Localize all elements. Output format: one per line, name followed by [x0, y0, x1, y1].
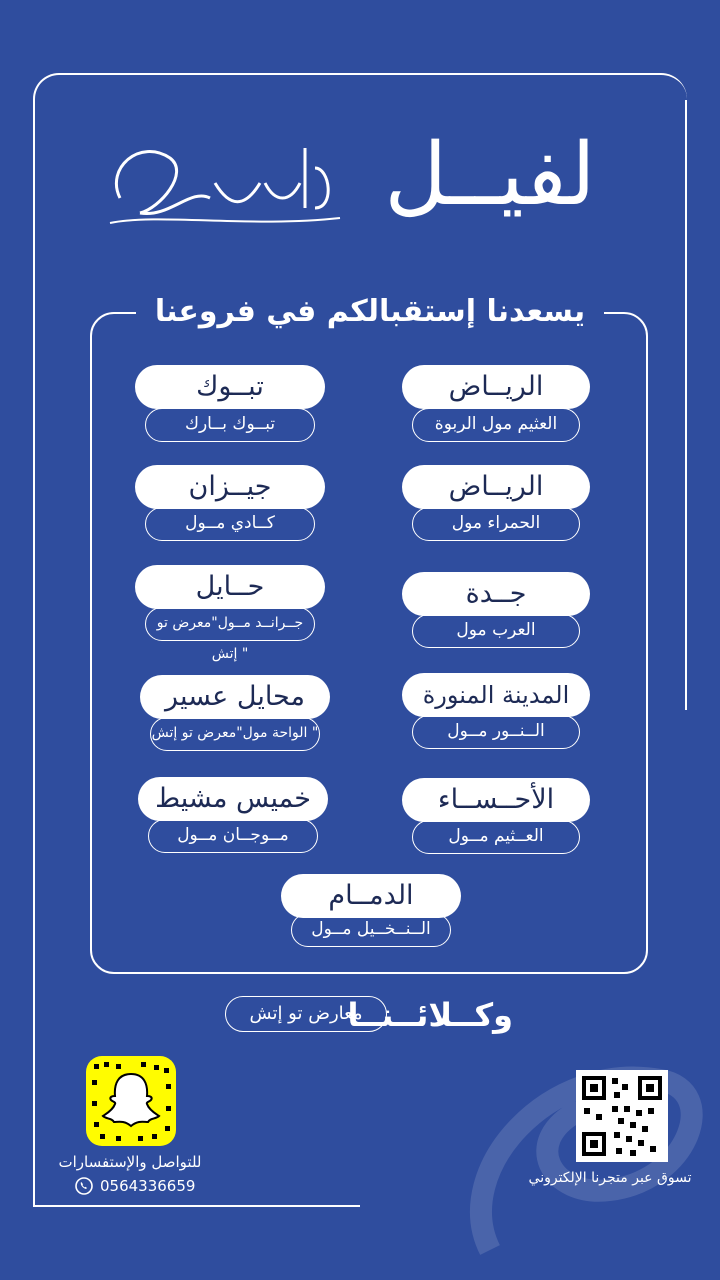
branch-city: جيــزان [135, 465, 325, 509]
branch-city: جــدة [402, 572, 590, 616]
agents-label: وكــلائــنــا [347, 996, 513, 1034]
branches-headline: يسعدنا إستقبالكم في فروعنا [154, 294, 586, 329]
agents-row [225, 990, 525, 1040]
phone-number: 0564336659 [100, 1177, 196, 1195]
brand-logo-latin [100, 128, 350, 233]
branch-mall: جــرانــد مــول"معرض تو إتش " [145, 607, 315, 641]
branch-mall: العرب مول [412, 614, 580, 648]
branch-mall: العــثيم مــول [412, 820, 580, 854]
brand-logo-arabic: لفيــل [384, 125, 596, 225]
branch-city: حــايل [135, 565, 325, 609]
branch-mall: الحمراء مول [412, 507, 580, 541]
online-store-label: تسوق عبر متجرنا الإلكتروني [528, 1170, 692, 1186]
outer-frame-bottom-edge [33, 1205, 360, 1207]
branch-mall: تبــوك بــارك [145, 408, 315, 442]
qr-code-icon[interactable] [576, 1070, 668, 1162]
branch-mall: كــادي مــول [145, 507, 315, 541]
branch-city: الأحــســاء [402, 778, 590, 822]
snapcode-icon[interactable] [86, 1056, 176, 1146]
phone-row[interactable] [70, 1174, 230, 1198]
contact-label: للتواصل والإستفسارات [58, 1153, 202, 1171]
branch-city: الريــاض [402, 465, 590, 509]
branch-city: الريــاض [402, 365, 590, 409]
branch-mall: العثيم مول الربوة [412, 408, 580, 442]
branch-city: محايل عسير [140, 675, 330, 719]
branch-city: خميس مشيط [138, 777, 328, 821]
branch-city: تبــوك [135, 365, 325, 409]
branch-mall: مــوجــان مــول [148, 819, 318, 853]
agents-partner: معارض تو إتش [225, 996, 387, 1032]
outer-frame-right-edge [685, 100, 687, 710]
branch-city: الدمــام [281, 874, 461, 918]
branch-mall: الــنــور مــول [412, 715, 580, 749]
whatsapp-icon [74, 1176, 94, 1196]
branch-city: المدينة المنورة [402, 673, 590, 717]
branch-mall: الواحة مول"معرض تو إتش " [150, 717, 320, 751]
branch-mall: الــنــخــيل مــول [291, 913, 451, 947]
